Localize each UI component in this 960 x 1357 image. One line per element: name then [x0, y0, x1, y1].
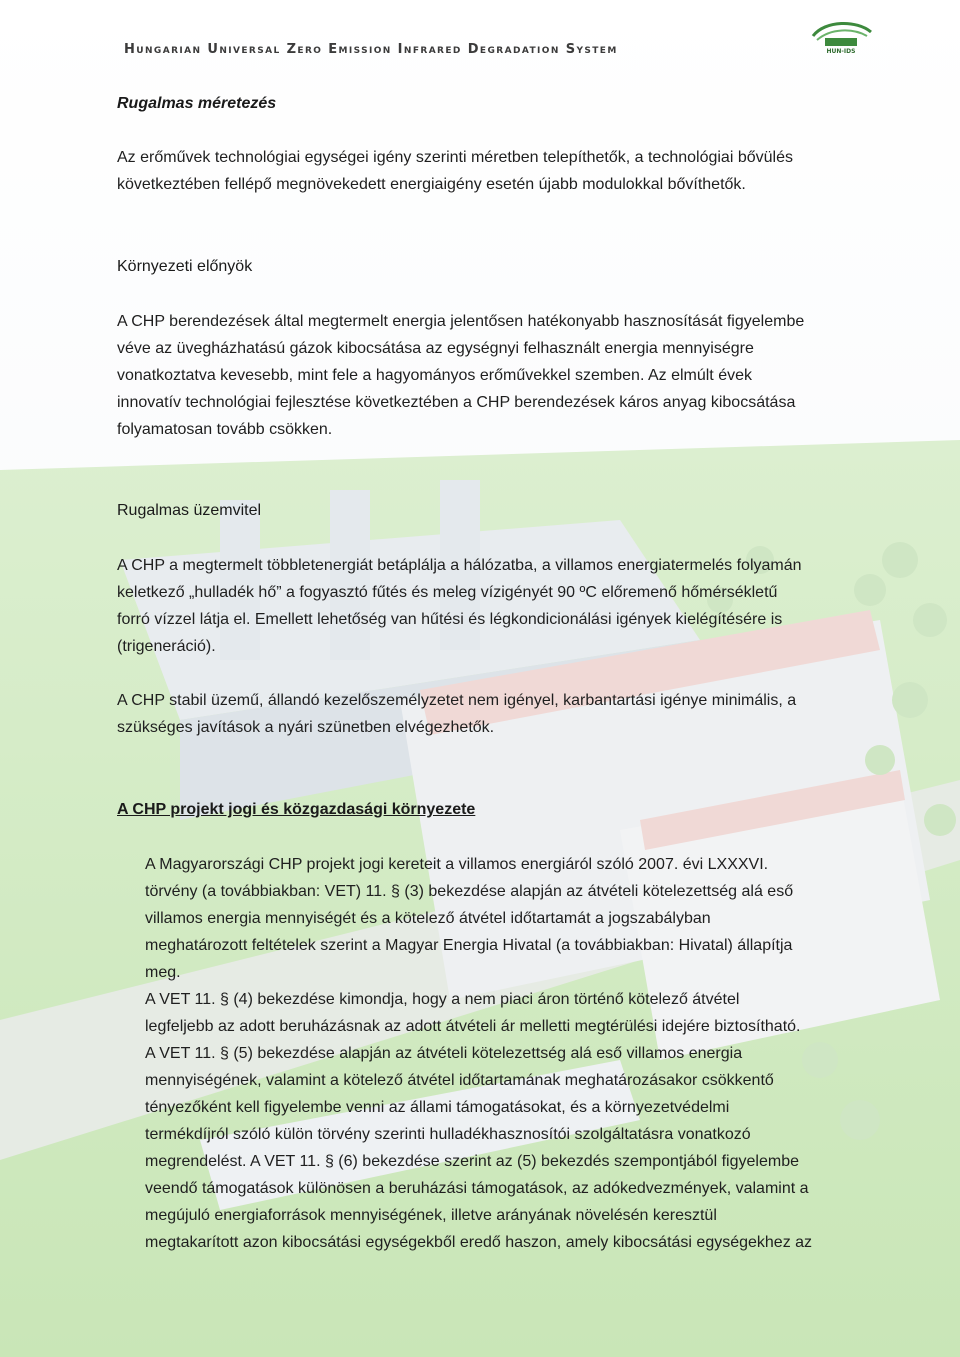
paragraph-line: megújuló energiaforrások mennyiségének, illetve arányának növelésén keresztül — [145, 1207, 717, 1224]
heading-rugalmas-uzemvitel: Rugalmas üzemvitel — [117, 502, 262, 519]
paragraph-line: meg. — [145, 964, 181, 981]
paragraph-line: véve az üvegházhatású gázok kibocsátása az egységnyi felhasznált energia mennyiségre — [117, 340, 754, 357]
paragraph-line: A VET 11. § (5) bekezdése alapján az átvételi kötelezettség alá eső villamos energia — [145, 1045, 743, 1062]
paragraph-line: legfeljebb az adott beruházásnak az adott átvételi ár melletti megtérülési idejére biztosítható. — [145, 1018, 801, 1035]
paragraph-line: villamos energia mennyiségét és a kötelező átvétel időtartamát a jogszabályban — [145, 910, 711, 927]
header-title: Hungarian Universal Zero Emission Infrared Degradation System — [124, 42, 618, 57]
paragraph-line: meghatározott feltételek szerint a Magyar Energia Hivatal (a továbbiakban: Hivatal) állapítja — [145, 937, 793, 954]
paragraph-line: megrendelést. A VET 11. § (6) bekezdése szerint az (5) bekezdés szempontjából figyelembe — [145, 1153, 799, 1170]
logo-text: HUN-IDS — [826, 48, 856, 55]
paragraph-line: innovatív technológiai fejlesztése következtében a CHP berendezések káros anyag kibocsátása — [117, 394, 796, 411]
paragraph-line: Az erőművek technológiai egységei igény szerinti méretben telepíthetők, a technológiai bővülés — [117, 149, 793, 166]
paragraph-line: forró vízzel látja el. Emellett lehetőség van hűtési és légkondicionálási igények kielégítésére is — [117, 611, 783, 628]
heading-kornyezeti-elonyok: Környezeti előnyök — [117, 258, 253, 275]
paragraph-line: megtakarított azon kibocsátási egységekből eredő haszon, amely kibocsátási egységekhez az — [145, 1234, 813, 1251]
paragraph-line: törvény (a továbbiakban: VET) 11. § (3) bekezdése alapján az átvételi kötelezettség alá eső — [145, 883, 794, 900]
paragraph-line: keletkező „hulladék hő” a fogyasztó fűtés és meleg vízigényét 90 ºC előremenő hőmérsékletű — [117, 584, 778, 601]
paragraph-line: termékdíjról szóló külön törvény szerinti hulladékhasznosítói szolgáltatásra vonatkozó — [145, 1126, 751, 1143]
heading-rugalmas-meretezes: Rugalmas méretezés — [117, 95, 277, 112]
paragraph-line: folyamatosan tovább csökken. — [117, 421, 333, 438]
paragraph-line: (trigeneráció). — [117, 638, 216, 655]
paragraph-line: A CHP a megtermelt többletenergiát betáplálja a hálózatba, a villamos energiatermelés folyamán — [117, 557, 802, 574]
paragraph-line: A Magyarországi CHP projekt jogi kereteit a villamos energiáról szóló 2007. évi LXXXVI. — [145, 856, 769, 873]
paragraph-line: A CHP berendezések által megtermelt energia jelentősen hatékonyabb hasznosítását figyelembe — [117, 313, 805, 330]
paragraph-line: vonatkoztatva kevesebb, mint fele a hagyományos erőművekkel szemben. Az elmúlt évek — [117, 367, 752, 384]
paragraph-line: szükséges javítások a nyári szünetben elvégezhetők. — [117, 719, 495, 736]
paragraph-line: mennyiségének, valamint a kötelező átvétel időtartamának meghatározásakor csökkentő — [145, 1072, 774, 1089]
paragraph-line: következtében fellépő megnövekedett energiaigény esetén újabb modulokkal bővíthetők. — [117, 176, 746, 193]
heading-jogi-kozgazdasagi-kornyezet: A CHP projekt jogi és közgazdasági környezete — [117, 801, 476, 818]
paragraph-line: tényezőként kell figyelembe venni az állami támogatásokat, és a környezetvédelmi — [145, 1099, 730, 1116]
paragraph-line: A CHP stabil üzemű, állandó kezelőszemélyzetet nem igényel, karbantartási igénye minimális, a — [117, 692, 797, 709]
paragraph-line: A VET 11. § (4) bekezdése kimondja, hogy a nem piaci áron történő kötelező átvétel — [145, 991, 740, 1008]
paragraph-line: veendő támogatások különösen a beruházási támogatások, az adókedvezmények, valamint a — [145, 1180, 809, 1197]
